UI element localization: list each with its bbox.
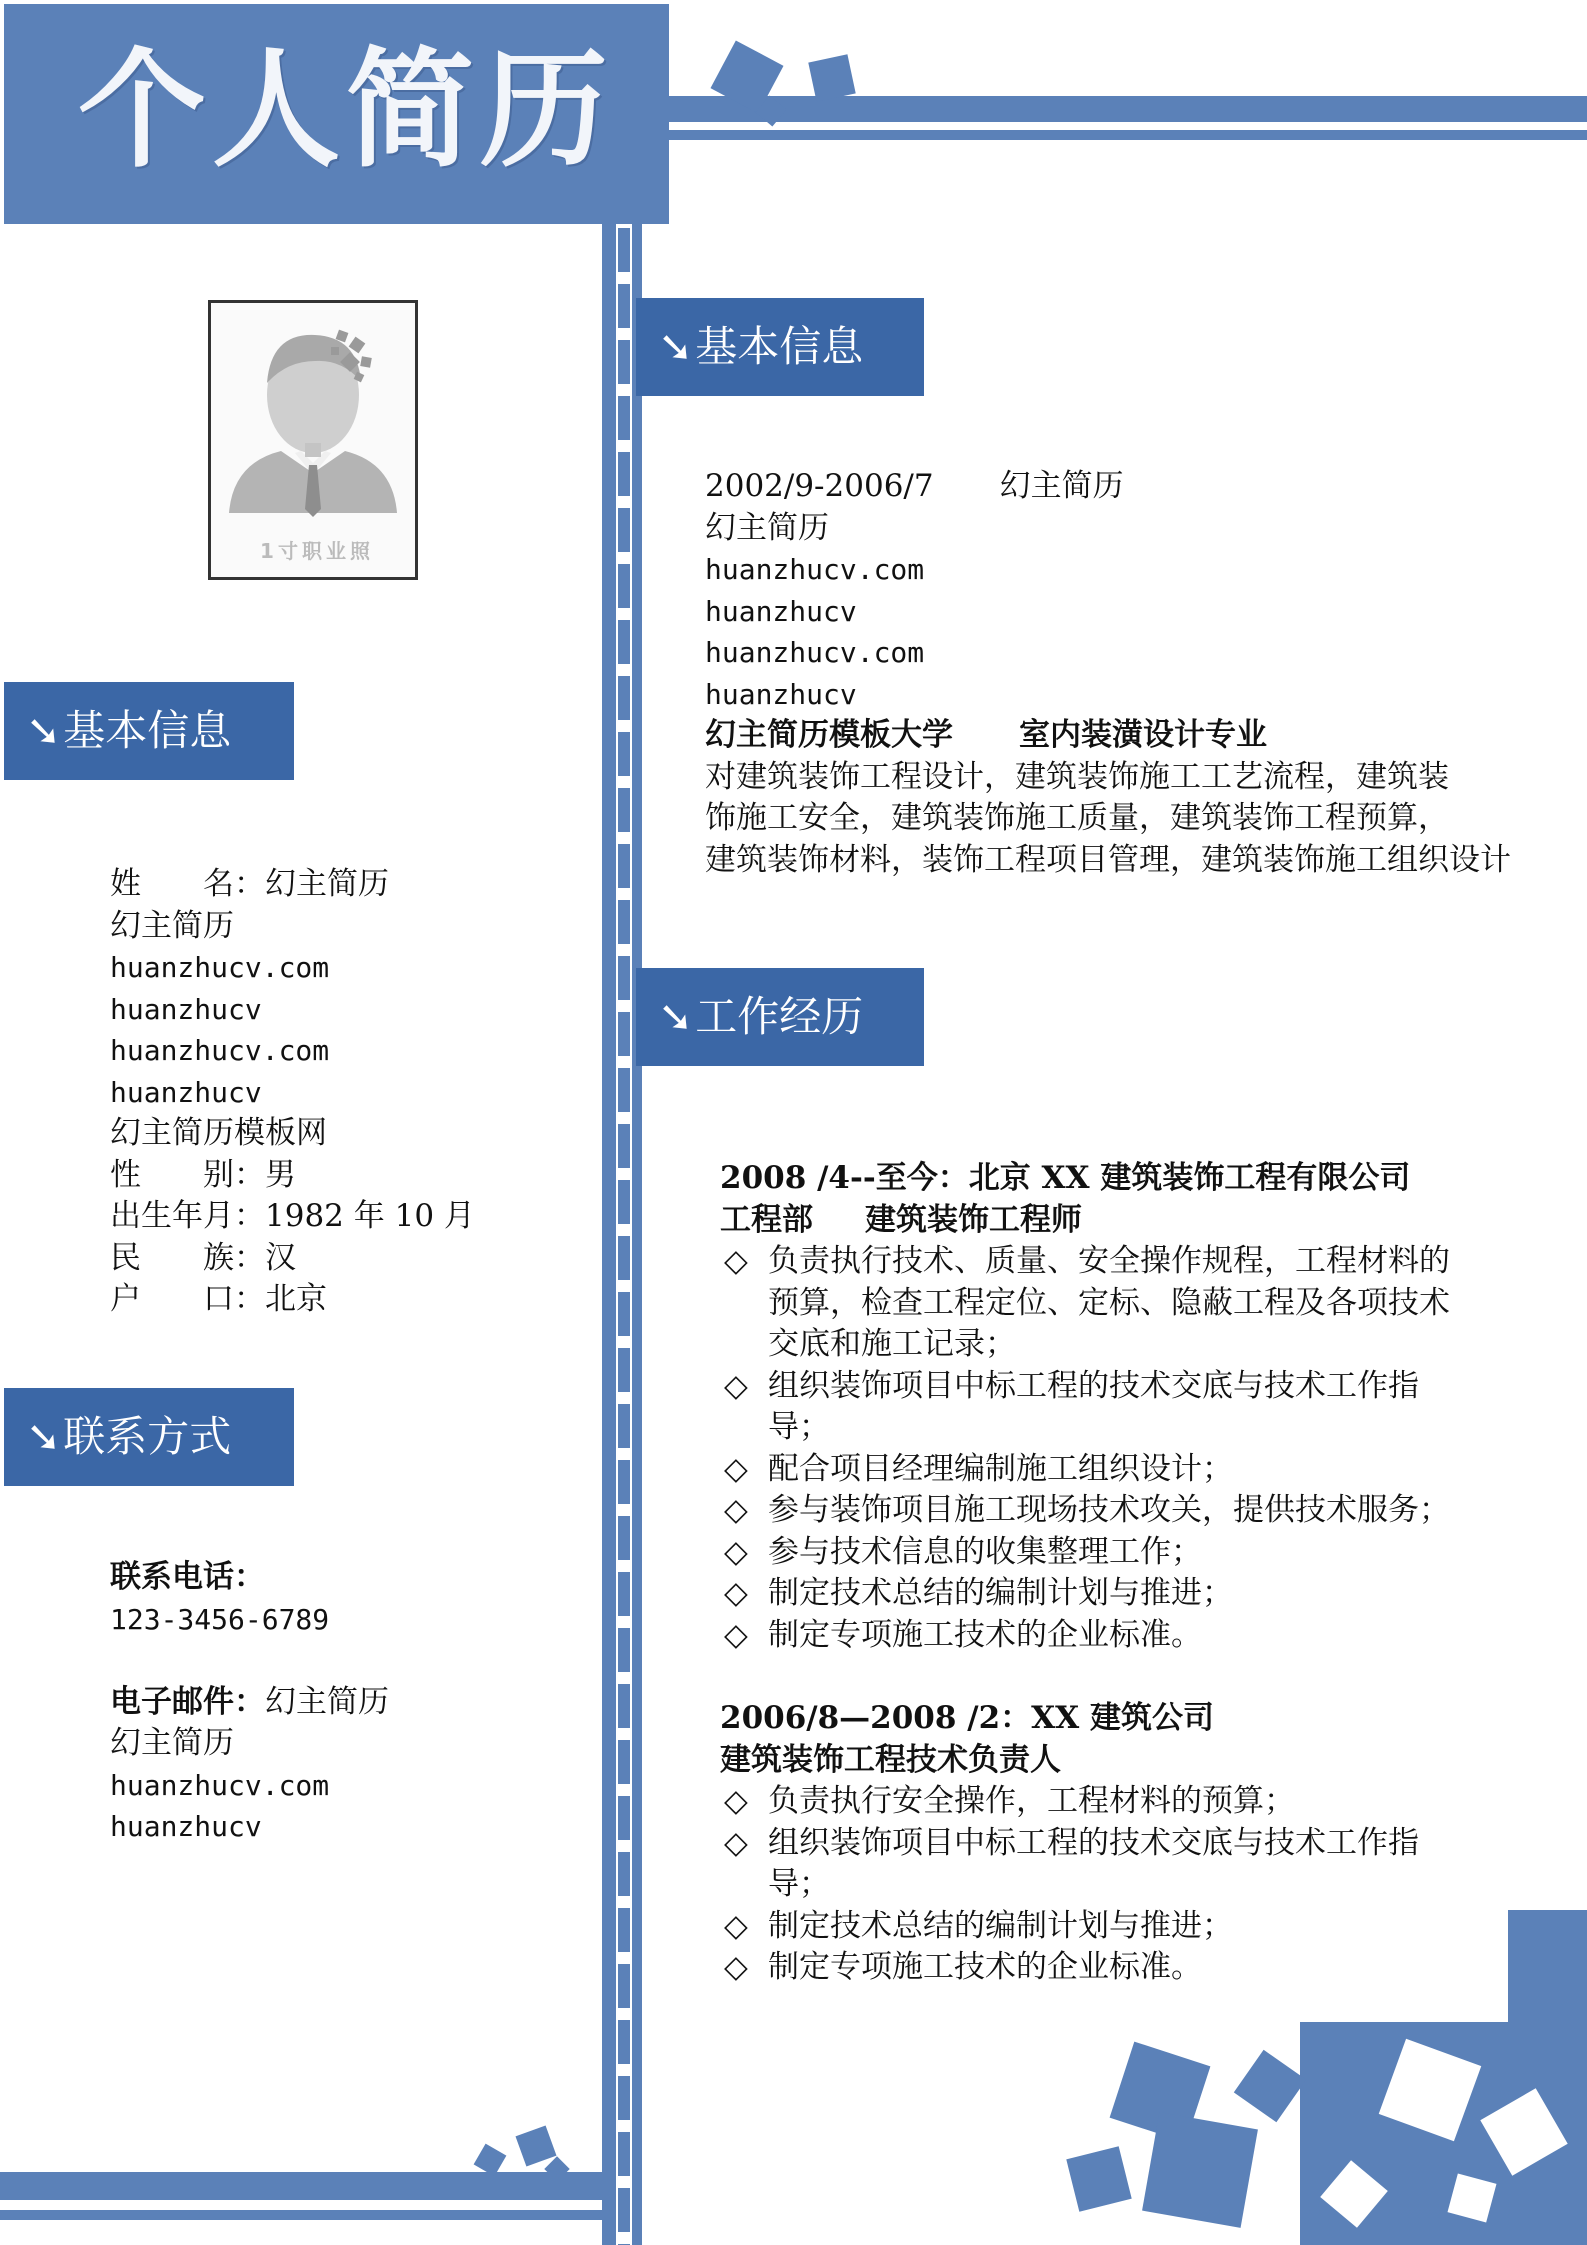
duty-text: 组织装饰项目中标工程的技术交底与技术工作指: [768, 1824, 1419, 1861]
basic-info-line: 幻主简历模板网: [110, 1115, 327, 1151]
duty-item: [720, 1449, 1450, 1491]
decor-square: [1234, 2050, 1306, 2122]
duty-text: 制定技术总结的编制计划与推进；: [768, 1575, 1233, 1611]
duty-text: 导；: [768, 1409, 830, 1445]
duty-text: 参与装饰项目施工现场技术攻关，提供技术服务；: [768, 1492, 1450, 1528]
arrow-down-right-icon: ➘: [26, 1412, 62, 1461]
decor-square: [1142, 2112, 1258, 2228]
section-header-basic-left: [4, 682, 294, 780]
course-desc-line: 饰施工安全，建筑装饰施工质量，建筑装饰工程预算，: [705, 800, 1449, 836]
duty-text: 制定专项施工技术的企业标准。: [768, 1616, 1202, 1653]
section-title: 基本信息: [695, 322, 864, 371]
school-line: [705, 715, 1565, 757]
duty-text: 交底和施工记录；: [768, 1326, 1016, 1362]
diamond-bullet-icon: ◇: [724, 1575, 748, 1611]
duty-text: 组织装饰项目中标工程的技术交底与技术工作指: [768, 1367, 1419, 1404]
contact-block: [110, 1557, 570, 1843]
duty-text: 制定技术总结的编制计划与推进；: [768, 1907, 1233, 1944]
job-role-line: [720, 1200, 1450, 1242]
diamond-bullet-icon: ◇: [724, 1533, 748, 1570]
job-dept: 工程部: [720, 1201, 813, 1238]
footer-stripe-gap: [0, 2200, 602, 2210]
decor-square: [515, 2125, 556, 2166]
diamond-bullet-icon: ◇: [724, 1243, 748, 1279]
email-value: 幻主简历: [265, 1683, 389, 1720]
profile-photo: [208, 300, 418, 580]
decor-square: [808, 54, 855, 101]
arrow-down-right-icon: ➘: [26, 706, 62, 755]
duty-item: [720, 1906, 1419, 1948]
spacer: [110, 1640, 570, 1682]
duty-item: [720, 1573, 1450, 1615]
job-entry: [720, 1158, 1450, 1656]
duty-text: 导；: [768, 1866, 830, 1902]
diamond-bullet-icon: ◇: [724, 1783, 748, 1819]
education-period: 2002/9-2006/7: [705, 468, 934, 504]
section-header-work: [636, 968, 924, 1066]
duty-item: [720, 1781, 1419, 1823]
email-line-3: huanzhucv.com: [110, 1768, 330, 1802]
education-period-note: 幻主简历: [999, 468, 1124, 504]
section-header-contact: [4, 1388, 294, 1486]
education-line: huanzhucv.com: [705, 636, 925, 669]
job-entry: [720, 1698, 1419, 1989]
job-period: 2006/8—2008 /2：XX 建筑公司: [720, 1700, 1215, 1736]
basic-info-list: [110, 864, 475, 1321]
diamond-bullet-icon: ◇: [724, 1367, 748, 1404]
section-title: 基本信息: [63, 706, 232, 755]
education-period-line: [705, 466, 1565, 508]
basic-info-line: huanzhucv.com: [110, 951, 330, 984]
section-title: 工作经历: [695, 992, 864, 1041]
education-line: huanzhucv: [705, 677, 857, 711]
course-desc-line: 建筑装饰材料，装饰工程项目管理，建筑装饰施工组织设计: [705, 841, 1511, 878]
diamond-bullet-icon: ◇: [724, 1907, 748, 1944]
major-name: 室内装潢设计专业: [1019, 717, 1267, 753]
resume-title: 个人简历: [78, 35, 615, 185]
email-line-4: huanzhucv: [110, 1810, 262, 1843]
photo-caption: 1寸职业照: [260, 539, 374, 563]
basic-info-line: 姓 名：幻主简历: [110, 866, 389, 902]
duty-text: 预算，检查工程定位、定标、隐蔽工程及各项技术: [768, 1284, 1450, 1321]
duty-item: [720, 1490, 1450, 1532]
basic-info-line: 幻主简历: [110, 907, 234, 944]
duty-text: 负责执行技术、质量、安全操作规程，工程材料的: [768, 1243, 1450, 1279]
course-desc-line: 对建筑装饰工程设计，建筑装饰施工工艺流程，建筑装: [705, 758, 1449, 795]
diamond-bullet-icon: ◇: [724, 1949, 748, 1985]
arrow-down-right-icon: ➘: [658, 322, 694, 371]
phone-label: 联系电话：: [110, 1559, 265, 1595]
email-label: 电子邮件：: [110, 1683, 265, 1720]
hukou-line: 户 口：北京: [110, 1281, 327, 1317]
phone-number: 123-3456-6789: [110, 1602, 330, 1636]
duty-item: [720, 1532, 1450, 1574]
job-period: 2008 /4--至今：北京 XX 建筑装饰工程有限公司: [720, 1160, 1411, 1196]
basic-info-line: huanzhucv: [110, 992, 262, 1026]
email-line-2: 幻主简历: [110, 1725, 234, 1761]
education-line: 幻主简历: [705, 509, 829, 546]
divider-bar: [632, 224, 642, 2245]
duty-item: [720, 1947, 1419, 1989]
duty-text: 参与技术信息的收集整理工作；: [768, 1533, 1202, 1570]
footer-stripe: [0, 2172, 602, 2200]
basic-info-line: huanzhucv: [110, 1075, 262, 1109]
decor-block: [1508, 1910, 1587, 2022]
header-stripe-thin: [669, 130, 1587, 140]
basic-info-line: huanzhucv.com: [110, 1034, 330, 1067]
diamond-bullet-icon: ◇: [724, 1616, 748, 1653]
decor-square: [1066, 2146, 1131, 2211]
job-title: 建筑装饰工程技术负责人: [720, 1741, 1061, 1778]
gender-line: 性 别：男: [110, 1156, 296, 1193]
diamond-bullet-icon: ◇: [724, 1450, 748, 1487]
divider-dashes: [618, 228, 630, 2245]
diamond-bullet-icon: ◇: [724, 1824, 748, 1861]
footer-stripe-thin: [0, 2210, 602, 2220]
section-title: 联系方式: [63, 1412, 232, 1461]
education-line: huanzhucv: [705, 594, 857, 628]
duty-text: 负责执行安全操作，工程材料的预算；: [768, 1783, 1295, 1819]
school-name: 幻主简历模板大学: [705, 717, 953, 753]
education-block: [705, 466, 1565, 878]
education-line: huanzhucv.com: [705, 553, 925, 586]
duty-text: 配合项目经理编制施工组织设计；: [768, 1450, 1233, 1487]
job-title: 建筑装饰工程师: [865, 1201, 1082, 1238]
arrow-down-right-icon: ➘: [658, 992, 694, 1041]
birth-line: 出生年月：1982 年 10 月: [110, 1198, 475, 1234]
duty-item: [720, 1615, 1450, 1657]
section-header-basic-right: [636, 298, 924, 396]
duty-text: 制定专项施工技术的企业标准。: [768, 1949, 1202, 1985]
diamond-bullet-icon: ◇: [724, 1492, 748, 1528]
duty-item: [720, 1823, 1419, 1906]
duty-item: [720, 1241, 1450, 1366]
divider-bar: [602, 224, 616, 2245]
ethnicity-line: 民 族：汉: [110, 1239, 296, 1276]
duty-item: [720, 1366, 1450, 1449]
email-line: [110, 1682, 570, 1724]
